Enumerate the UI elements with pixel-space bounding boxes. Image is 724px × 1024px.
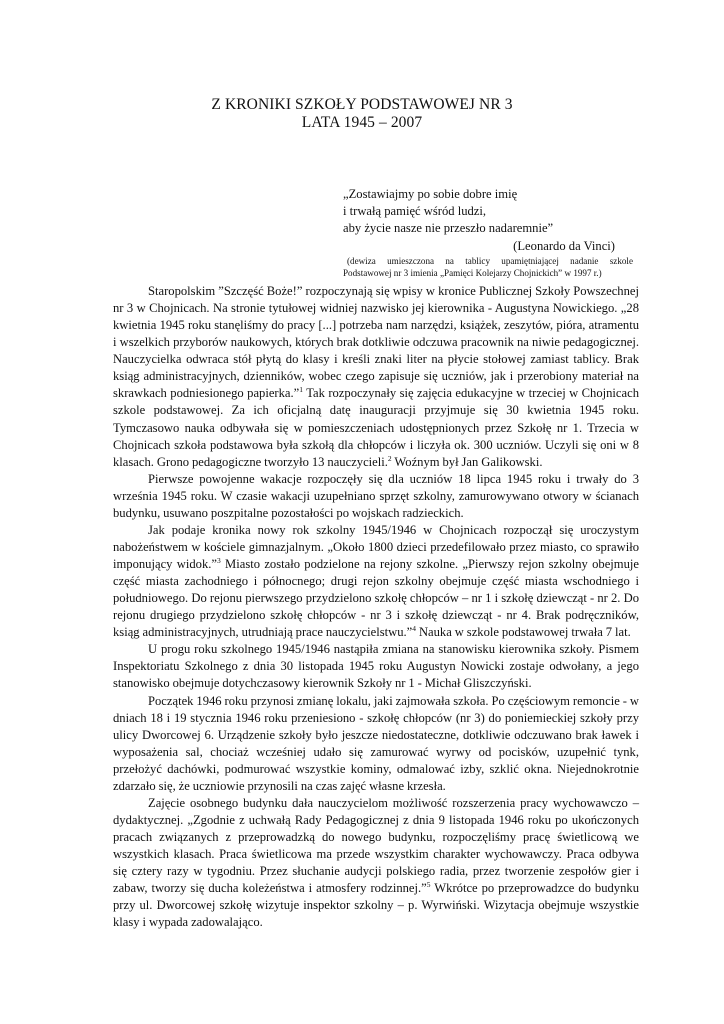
document-subtitle-years: LATA 1945 – 2007: [301, 114, 423, 131]
motto-quote-block: [343, 186, 633, 280]
paragraph-text: Zajęcie osobnego budynku dała nauczycielom możliwość rozszerzenia pracy wychowawczo – dydaktycznej. „Zgodnie z uchwałą Rady Pedagogicznej z dnia 9 listopada 1946 roku po ukończonych pracach związanych z przeprowadzką do nowego budynku, rozpoczęliśmy pracę świetlicową we wszystkich klasach. Praca świetlicowa ma przede wszystkim charakter wychowawczy. Praca odbywa się cztery razy w tygodniu. Przez słuchanie audycji polskiego radia, przez tworzenie zespołów gier i zabaw, tworzy się ducha koleżeństwa i atmosfery rodzinnej.”: [113, 795, 639, 896]
paragraph-text: Jak podaje kronika nowy rok szkolny 1945/1946 w Chojnicach rozpoczął się uroczystym nabożeństwem w kościele gimnazjalnym. „Około 1800 dzieci przedefilowało przez miasto, co sprawiło imponujący widok.”: [113, 522, 639, 571]
paragraph-text: Nauka w szkole podstawowej trwała 7 lat.: [416, 625, 631, 640]
motto-line: i trwałą pamięć wśród ludzi,: [343, 204, 487, 219]
paragraph-text: Woźnym był Jan Galikowski.: [391, 454, 543, 469]
paragraph: [113, 522, 639, 641]
paragraph: [113, 283, 639, 471]
motto-note-line: (dewiza umieszczona na tablicy upamiętniającej nadanie szkole: [347, 255, 633, 266]
footnote-marker: 4: [412, 624, 416, 634]
paragraph-text: Wkrótce po przeprowadzce do budynku przy ul. Dworcowej szkołę wizytuje inspektor szkolny – p. Wyrwiński. Wizytacja obejmuje wszystkie klasy i wypada zadowalająco.: [113, 881, 639, 930]
footnote-marker: 3: [216, 556, 221, 565]
paragraph: [113, 795, 639, 932]
chronicle-body-text: [113, 283, 639, 931]
motto-author: (Leonardo da Vinci): [513, 238, 615, 253]
paragraph-text: Pierwsze powojenne wakacje rozpoczęły się dla uczniów 18 lipca 1945 roku i trwały do 3 września 1945 roku. W czasie wakacji uzupełniano sprzęt szkolny, zamurowywano otwory w ścianach budynku, usuwano poszpitalne pozostałości po wojskach radzieckich.: [113, 471, 639, 520]
footnote-marker: 1: [299, 385, 303, 395]
paragraph-text: Tak rozpoczynały się zajęcia edukacyjne w trzeciej w Chojnicach szkole podstawowej. Za ich oficjalną datę inauguracji przyjmuje się 30 kwietnia 1945 roku. Tymczasowo nauka odbywała się w pomieszczeniach udostępnionych przez Szkołę nr 1. Trzecia w Chojnicach szkoła podstawowa była szkołą dla chłopców i liczyła ok. 300 uczniów. Uczyli się oni w 8 klasach. Grono pedagogiczne tworzyło 13 nauczycieli.: [113, 386, 639, 469]
paragraph-text: Staropolskim ”Szczęść Boże!” rozpoczynają się wpisy w kronice Publicznej Szkoły Powszechnej nr 3 w Chojnicach. Na stronie tytułowej widniej nazwisko jej kierownika - Augustyna Nowickiego. „28 kwietnia 1945 roku stanęliśmy do pracy [...] potrzeba nam narzędzi, książek, zeszytów, pióra, atramentu i wszelkich przyborów naukowych, których brak dotkliwie odczuwa pracownik na niwie pedagogicznej. Nauczycielka odwraca stół płytą do klasy i kreśli znaki liter na płycie stołowej zamiast tablicy. Brak ksiąg administracyjnych, dzienników, wobec czego zapisuje się uczniów, jak i przerobiony materiał na skrawkach podniesionego papierka.”: [113, 284, 639, 401]
paragraph: [113, 693, 639, 795]
paragraph-text: Początek 1946 roku przynosi zmianę lokalu, jaki zajmowała szkoła. Po częściowym remoncie - w dniach 18 i 19 stycznia 1946 roku przeniesiono - szkołę chłopców (nr 3) do poniemieckiej szkoły przy ulicy Dworcowej 6. Urządzenie szkoły było jeszcze niedostateczne, dotkliwie odczuwano brak ławek i wyposażenia sal, chociaż wcześniej udało się zamurować wyrwy od pocisków, uzupełnić tynk, przełożyć dachówki, podmurować wszystkie kominy, odmalować izby, szklić okna. Niejednokrotnie zdarzało się, że uczniowie przynosili na czas zajęć własne krzesła.: [113, 693, 639, 793]
footnote-marker: 2: [387, 453, 392, 463]
paragraph-text: Miasto zostało podzielone na rejony szkolne. „Pierwszy rejon szkolny obejmuje część miasta zachodniego i północnego; drugi rejon szkolny obejmuje część miasta wschodniego i południowego. Do rejonu pierwszego przydzielono szkołę chłopców – nr 1 i szkołę dziewcząt - nr 2. Do rejonu drugiego przydzielono szkołę chłopców - nr 3 i szkołę dziewcząt - nr 4. Brak podręczników, ksiąg administracyjnych, utrudniają prace nauczycielstwu.”: [113, 557, 639, 640]
motto-line: aby życie nasze nie przeszło nadaremnie”: [343, 221, 554, 236]
motto-note-line: Podstawowej nr 3 imienia „Pamięci Kolejarzy Chojnickich” w 1997 r.): [343, 268, 602, 279]
paragraph-text: U progu roku szkolnego 1945/1946 nastąpiła zmiana na stanowisku kierownika szkoły. Pismem Inspektoriatu Szkolnego z dnia 30 listopada 1945 roku Augustyn Nowicki zostaje odwołany, a jego stanowisko obejmuje dotychczasowy kierownik Szkoły nr 1 - Michał Gliszczyński.: [113, 642, 639, 691]
paragraph: [113, 471, 639, 522]
document-title: Z KRONIKI SZKOŁY PODSTAWOWEJ NR 3: [211, 96, 513, 113]
motto-line: „Zostawiajmy po sobie dobre imię: [343, 187, 518, 201]
footnote-marker: 5: [426, 880, 431, 890]
paragraph: [113, 641, 639, 692]
